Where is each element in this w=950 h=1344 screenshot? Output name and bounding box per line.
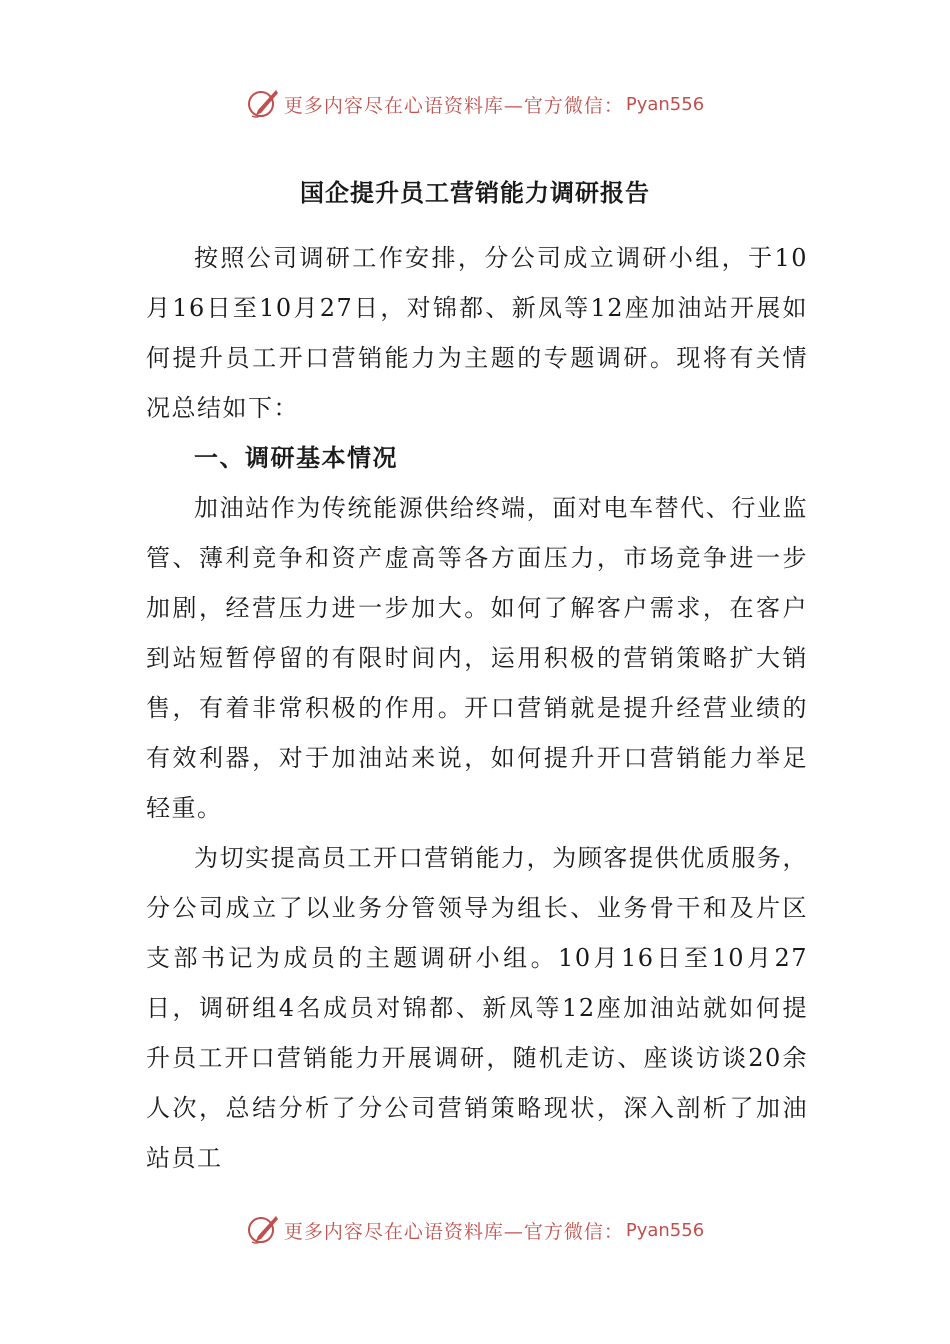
intro-paragraph: 按照公司调研工作安排，分公司成立调研小组，于10月16日至10月27日，对锦都、新凤等12座加油站开展如何提升员工开口营销能力为主题的专题调研。现将有关情况总结如下： — [146, 244, 808, 422]
quill-pen-icon — [246, 1213, 280, 1247]
banner-wechat-id: Pyan556 — [625, 93, 705, 115]
page-title: 国企提升员工营销能力调研报告 — [300, 178, 650, 207]
banner-wechat-id: Pyan556 — [625, 1219, 705, 1241]
header-watermark-banner — [0, 84, 950, 124]
body-paragraph: 加油站作为传统能源供给终端，面对电车替代、行业监管、薄利竞争和资产虚高等各方面压力，市场竞争进一步加剧，经营压力进一步加大。如何了解客户需求，在客户到站短暂停留的有限时间内，运用积极的营销策略扩大销售，有着非常积极的作用。开口营销就是提升经营业绩的有效利器，对于加油站来说，如何提升开口营销能力举足轻重。 — [146, 494, 808, 822]
body-paragraph: 为切实提高员工开口营销能力，为顾客提供优质服务，分公司成立了以业务分管领导为组长、业务骨干和及片区支部书记为成员的主题调研小组。10月16日至10月27日，调研组4名成员对锦都、新凤等12座加油站就如何提升员工开口营销能力开展调研，随机走访、座谈访谈20余人次，总结分析了分公司营销策略现状，深入剖析了加油站员工 — [146, 844, 808, 1172]
banner-text: 更多内容尽在心语资料库—官方微信： — [283, 94, 624, 117]
footer-watermark-banner — [0, 1210, 950, 1250]
document-body — [146, 233, 808, 1183]
section-heading: 一、调研基本情况 — [194, 443, 398, 472]
quill-pen-icon — [246, 87, 280, 121]
banner-text: 更多内容尽在心语资料库—官方微信： — [283, 1220, 624, 1243]
